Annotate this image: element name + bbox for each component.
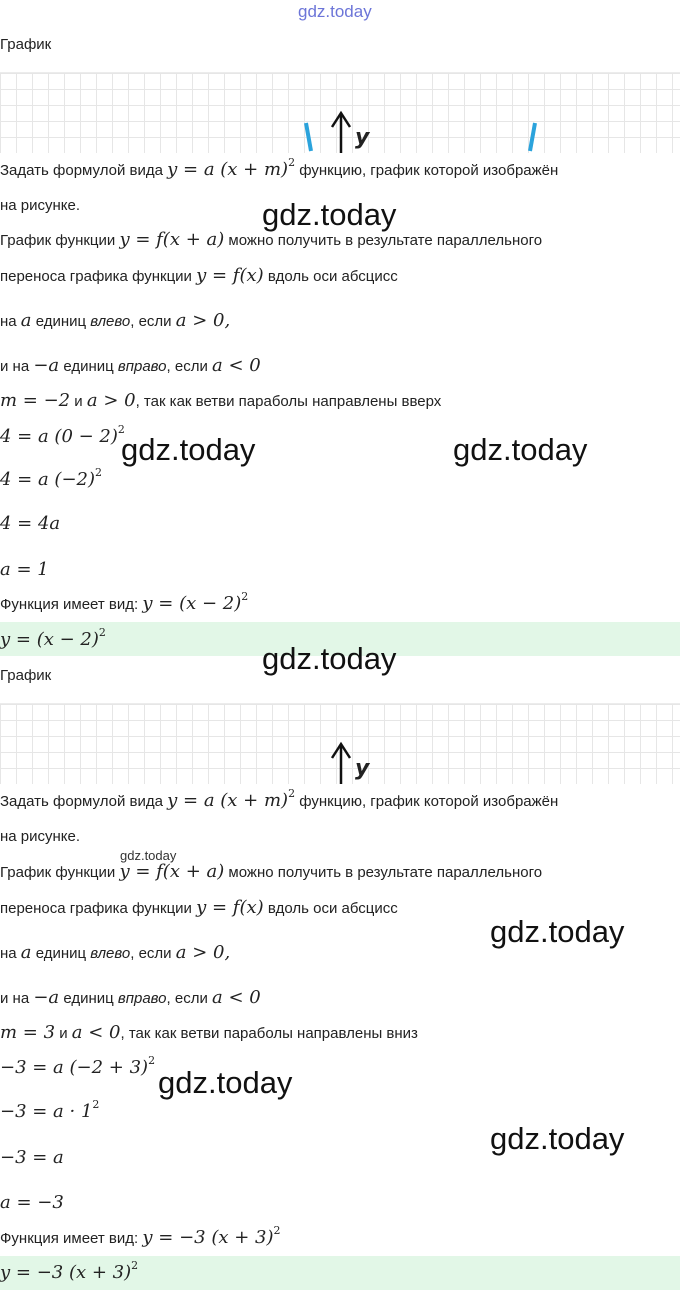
task-statement-1: Задать формулой вида y = a $(x + m)^2$ функцию, график которой изображён (0, 156, 559, 180)
solution-step-2: $-3 = a \cdot 1^2$ (0, 1098, 100, 1122)
solution-step-1: −3 = a $(-2 + 3)^2$ (0, 1054, 156, 1078)
rule-line-2: переноса графика функции y = f(x) вдоль оси абсцисс (0, 897, 398, 918)
task-statement-1-cont: на рисунке. (0, 197, 81, 214)
condition-line: m = 3 и a < 0, так как ветви параболы направлены вниз (0, 1022, 418, 1043)
answer-formula: $y = (x - 2)^2$ (0, 626, 106, 650)
y-axis-label: y (355, 125, 370, 150)
y-axis-label: y (355, 756, 370, 781)
result-line: Функция имеет вид: $y = (x - 2)^2$ (0, 590, 249, 614)
watermark: gdz.today (490, 914, 625, 949)
solution-step-4: a = −3 (0, 1192, 64, 1213)
graph-heading-2: График (0, 667, 52, 684)
solution-step-4: a = 1 (0, 559, 49, 580)
condition-line: m = −2 и a > 0, так как ветви параболы направлены вверх (0, 390, 442, 411)
graph-heading-1: График (0, 36, 52, 53)
watermark: gdz.today (121, 432, 256, 467)
rule-line-2: переноса графика функции y = f(x) вдоль оси абсцисс (0, 265, 398, 286)
watermark: gdz.today (453, 432, 588, 467)
rule-line-4: и на −a единиц вправо, если a < 0 (0, 355, 261, 376)
result-line: Функция имеет вид: y = −3 $(x + 3)^2$ (0, 1224, 281, 1248)
solution-step-3: −3 = a (0, 1147, 64, 1168)
rule-line-4: и на −a единиц вправо, если a < 0 (0, 987, 261, 1008)
graph-image-2 (0, 703, 680, 784)
watermark: gdz.today (262, 641, 397, 676)
watermark: gdz.today (158, 1065, 293, 1100)
rule-line-3: на a единиц влево, если a > 0, (0, 310, 231, 331)
graph-image-1 (0, 72, 680, 153)
task-statement-2: Задать формулой вида y = a $(x + m)^2$ функцию, график которой изображён (0, 787, 559, 811)
rule-line-1: График функции y = f(x + a) можно получить в результате параллельного (0, 229, 543, 250)
rule-line-3: на a единиц влево, если a > 0, (0, 942, 231, 963)
solution-step-3: 4 = 4a (0, 513, 61, 534)
watermark-top: gdz.today (298, 2, 372, 21)
rule-line-1: График функции y = f(x + a) можно получить в результате параллельного (0, 861, 543, 882)
answer-box (0, 1256, 680, 1290)
watermark-small: gdz.today (120, 848, 177, 863)
parabola-branch-left (306, 123, 311, 151)
watermark: gdz.today (490, 1121, 625, 1156)
task-statement-2-cont: на рисунке. (0, 828, 81, 845)
graph-figure-1 (0, 73, 680, 153)
watermark: gdz.today (262, 197, 397, 232)
parabola-branch-right (530, 123, 535, 151)
answer-formula: y = −3 $(x + 3)^2$ (0, 1259, 139, 1283)
graph-figure-2 (0, 704, 680, 784)
solution-step-2: 4 = a $(-2)^2$ (0, 466, 103, 490)
solution-step-1: 4 = a $(0 - 2)^2$ (0, 423, 125, 447)
